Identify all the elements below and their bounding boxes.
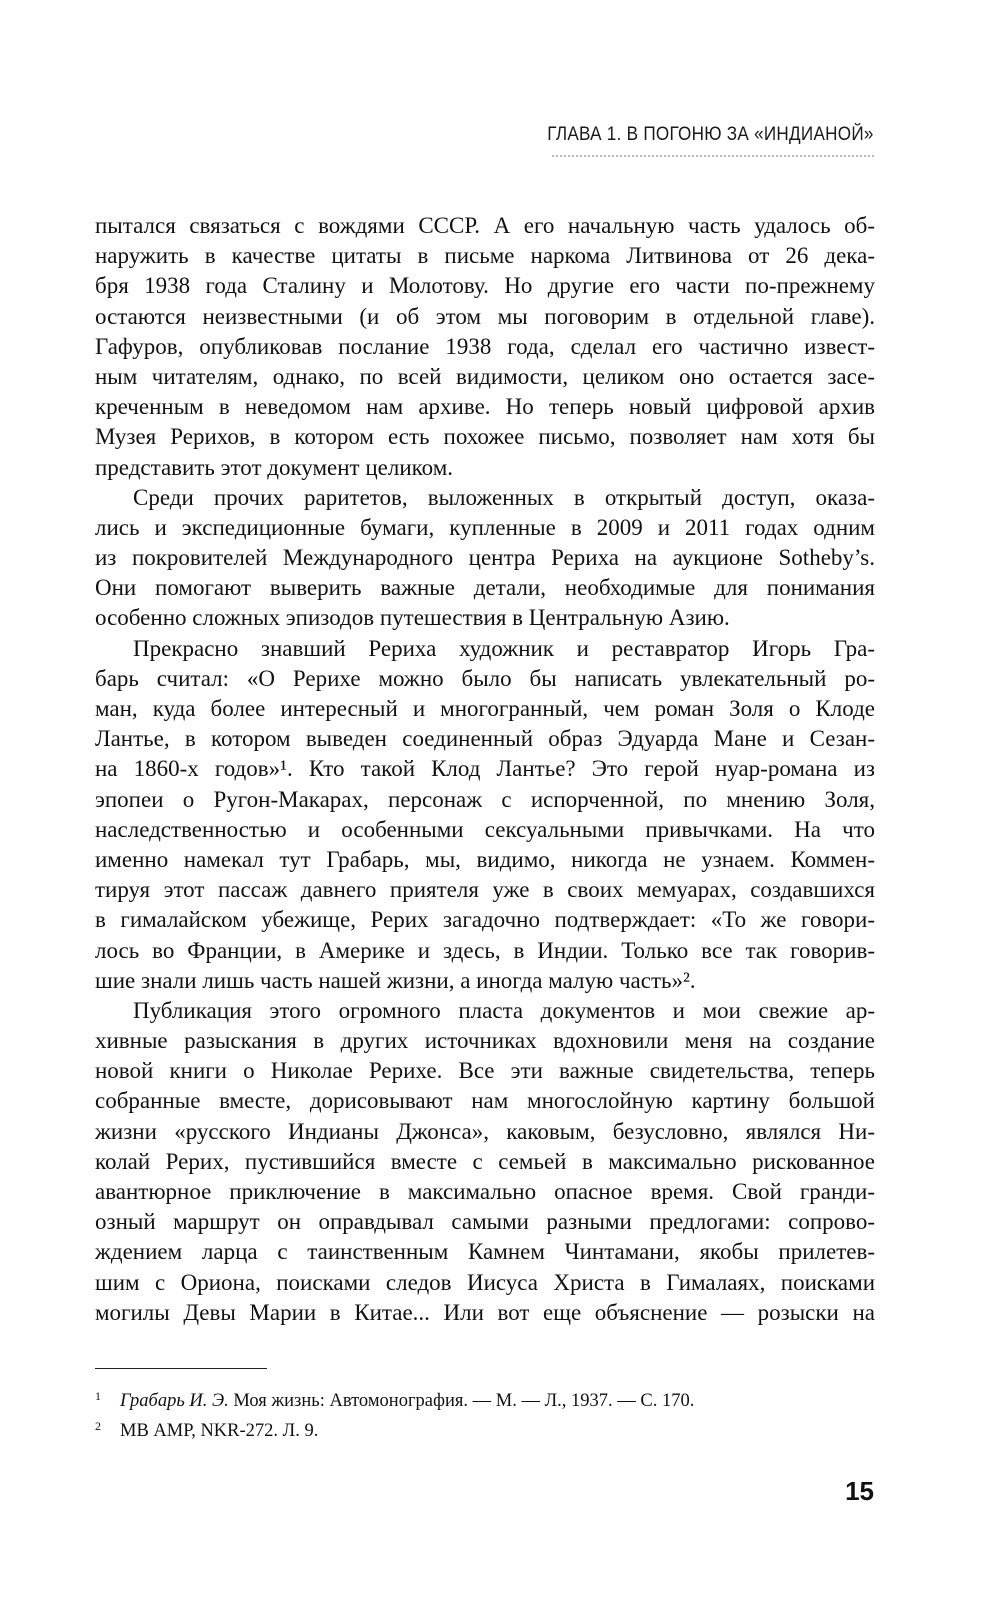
footnote-number: 1: [95, 1389, 101, 1403]
text-line: могилы Девы Марии в Китае... Или вот еще объяснение — розыски на: [95, 1299, 875, 1325]
text-line: барь считал: «О Рерихе можно было бы написать увлекательный ро-: [95, 665, 875, 691]
text-line: Среди прочих раритетов, выложенных в открытый доступ, оказа-: [133, 484, 875, 510]
footnotes: [95, 1381, 875, 1441]
text-line: жизни «русского Индианы Джонса», каковым, безусловно, являлся Ни-: [95, 1118, 875, 1144]
footnote-text: Моя жизнь: Автомонография. — М. — Л., 1937. — С. 170.: [228, 1391, 695, 1411]
text-line: озный маршрут он оправдывал самыми разными предлогами: сопрово-: [95, 1209, 875, 1235]
text-line: пытался связаться с вождями СССР. А его начальную часть удалось об-: [95, 213, 875, 238]
text-line: в гималайском убежище, Рерих загадочно подтверждает: «То же говори-: [95, 907, 875, 933]
footnote-number: 2: [95, 1419, 101, 1433]
text-line: бря 1938 года Сталину и Молотову. Но другие его части по-прежнему: [95, 273, 875, 299]
text-line: колай Рерих, пустившийся вместе с семьей в максимально рискованное: [95, 1148, 875, 1174]
running-head: ГЛАВА 1. В ПОГОНЮ ЗА «ИНДИАНОЙ»: [547, 124, 874, 145]
page-number: 15: [845, 1476, 874, 1506]
text-line: шим с Ориона, поисками следов Иисуса Христа в Гималаях, поисками: [95, 1269, 875, 1295]
text-line: наружить в качестве цитаты в письме наркома Литвинова от 26 дека-: [95, 243, 875, 269]
text-line: ман, куда более интересный и многогранный, чем роман Золя о Клоде: [95, 696, 875, 721]
text-line: новой книги о Николае Рерихе. Все эти важные свидетельства, теперь: [95, 1058, 875, 1084]
text-line: собранные вместе, дорисовывают нам многослойную картину большой: [95, 1088, 875, 1114]
text-line: лись и экспедиционные бумаги, купленные в 2009 и 2011 годах одним: [95, 514, 875, 540]
text-line: Прекрасно знавший Рериха художник и реставратор Игорь Гра-: [133, 635, 875, 661]
text-line: Публикация этого огромного пласта документов и мои свежие ар-: [133, 997, 875, 1023]
text-line: из покровителей Международного центра Рериха на аукционе Sotheby’s.: [95, 545, 875, 571]
text-line: представить этот документ целиком.: [95, 454, 454, 480]
text-line: тируя этот пассаж давнего приятеля уже в своих мемуарах, создавшихся: [95, 877, 875, 903]
text-line: наследственностью и особенными сексуальными привычками. На что: [95, 816, 875, 842]
footnote-rule: [95, 1368, 267, 1369]
text-line: ждением ларца с таинственным Камнем Чинтамани, якобы прилетев-: [95, 1239, 875, 1265]
text-line: Музея Рерихов, в котором есть похожее письмо, позволяет нам хотя бы: [95, 424, 875, 450]
running-head-rule: [552, 155, 874, 157]
text-line: эпопеи о Ругон-Макарах, персонаж с испорченной, по мнению Золя,: [95, 786, 875, 812]
text-line: авантюрное приключение в максимально опасное время. Свой гранди-: [95, 1179, 875, 1204]
footnote: [95, 1411, 875, 1441]
text-line: креченным в неведомом нам архиве. Но теперь новый цифровой архив: [95, 394, 875, 420]
text-line: особенно сложных эпизодов путешествия в Центральную Азию.: [95, 605, 730, 631]
text-line: хивные разыскания в других источниках вдохновили меня на создание: [95, 1028, 875, 1054]
text-line: лось во Франции, в Америке и здесь, в Индии. Только все так говорив-: [95, 937, 875, 963]
text-line: остаются неизвестными (и об этом мы поговорим в отдельной главе).: [95, 303, 875, 329]
text-line: Лантье, в котором выведен соединенный образ Эдуарда Мане и Сезан-: [95, 726, 875, 752]
text-line: на 1860-х годов»¹. Кто такой Клод Лантье? Это герой нуар-романа из: [95, 756, 875, 782]
footnote: [95, 1381, 875, 1411]
main-text: [95, 211, 875, 1328]
text-line: шие знали лишь часть нашей жизни, а иногда малую часть»².: [95, 967, 696, 993]
text-line: именно намекал тут Грабарь, мы, видимо, никогда не узнаем. Коммен-: [95, 846, 875, 872]
text-line: Они помогают выверить важные детали, необходимые для понимания: [95, 575, 875, 601]
text-line: Гафуров, опубликовав послание 1938 года, сделал его частично извест-: [95, 333, 875, 359]
text-line: ным читателям, однако, по всей видимости, целиком оно остается засе-: [95, 363, 875, 389]
footnote-text: МВ АМР, NKR-272. Л. 9.: [120, 1421, 319, 1441]
footnote-author: Грабарь И. Э.: [120, 1391, 229, 1411]
